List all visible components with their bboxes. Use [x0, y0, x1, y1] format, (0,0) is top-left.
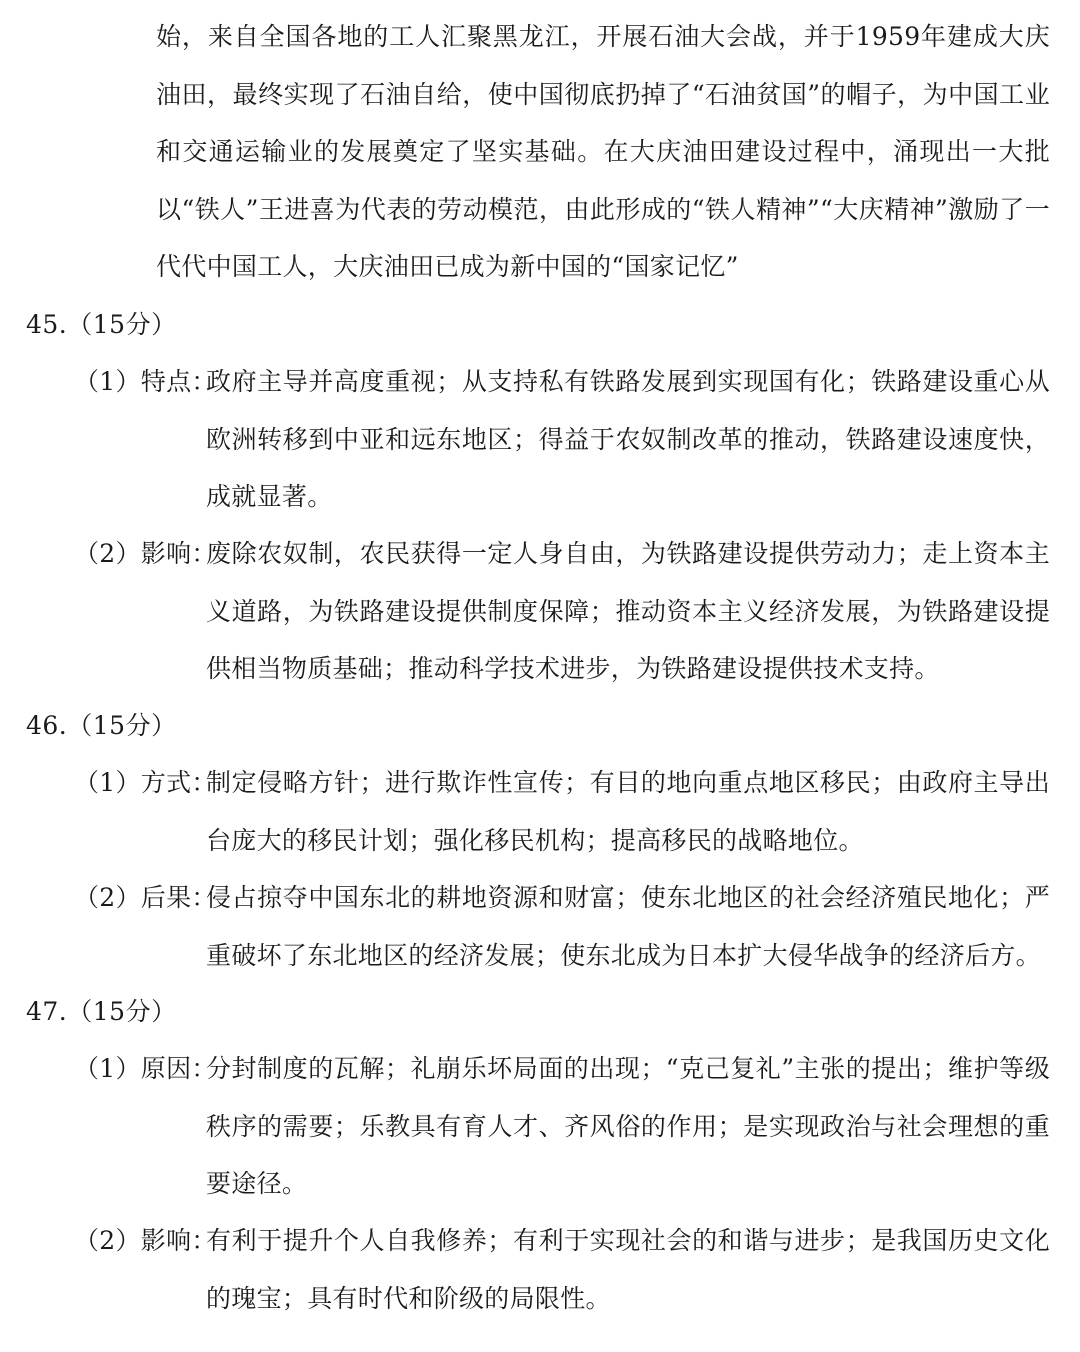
- item-label: （1）原因：: [74, 1054, 217, 1083]
- question-45-item-1: [74, 353, 1050, 526]
- question-46-item-1: [74, 754, 1050, 869]
- item-text: 分封制度的瓦解；礼崩乐坏局面的出现；“克己复礼”主张的提出；维护等级秩序的需要；乐教具有育人才、齐风俗的作用；是实现政治与社会理想的重要途径。: [206, 1054, 1050, 1198]
- question-47-item-2: [74, 1212, 1050, 1327]
- item-label: （2）后果：: [74, 883, 217, 912]
- question-45-item-2: [74, 525, 1050, 698]
- item-text: 政府主导并高度重视；从支持私有铁路发展到实现国有化；铁路建设重心从欧洲转移到中亚和远东地区；得益于农奴制改革的推动，铁路建设速度快，成就显著。: [206, 367, 1050, 511]
- question-45-heading: 45.（15分）: [26, 310, 177, 339]
- item-label: （1）方式：: [74, 768, 217, 797]
- item-label: （2）影响：: [74, 539, 217, 568]
- item-text: 有利于提升个人自我修养；有利于实现社会的和谐与进步；是我国历史文化的瑰宝；具有时代和阶级的局限性。: [206, 1226, 1050, 1313]
- question-47-item-1: [74, 1040, 1050, 1213]
- question-47-heading: 47.（15分）: [26, 997, 177, 1026]
- item-text: 制定侵略方针；进行欺诈性宣传；有目的地向重点地区移民；由政府主导出台庞大的移民计划；强化移民机构；提高移民的战略地位。: [206, 768, 1050, 855]
- item-label: （1）特点：: [74, 367, 217, 396]
- question-46-item-2: [74, 869, 1050, 984]
- item-text: 废除农奴制，农民获得一定人身自由，为铁路建设提供劳动力；走上资本主义道路，为铁路建设提供制度保障；推动资本主义经济发展，为铁路建设提供相当物质基础；推动科学技术进步，为铁路建设提供技术支持。: [206, 539, 1050, 683]
- item-label: （2）影响：: [74, 1226, 217, 1255]
- question-46-heading: 46.（15分）: [26, 711, 177, 740]
- intro-paragraph: 始，来自全国各地的工人汇聚黑龙江，开展石油大会战，并于1959年建成大庆油田，最终实现了石油自给，使中国彻底扔掉了“石油贫国”的帽子，为中国工业和交通运输业的发展奠定了坚实基础。在大庆油田建设过程中，涌现出一大批以“铁人”王进喜为代表的劳动模范，由此形成的“铁人精神”“大庆精神”激励了一代代中国工人，大庆油田已成为新中国的“国家记忆”: [156, 22, 1050, 281]
- item-text: 侵占掠夺中国东北的耕地资源和财富；使东北地区的社会经济殖民地化；严重破坏了东北地区的经济发展；使东北成为日本扩大侵华战争的经济后方。: [206, 883, 1050, 970]
